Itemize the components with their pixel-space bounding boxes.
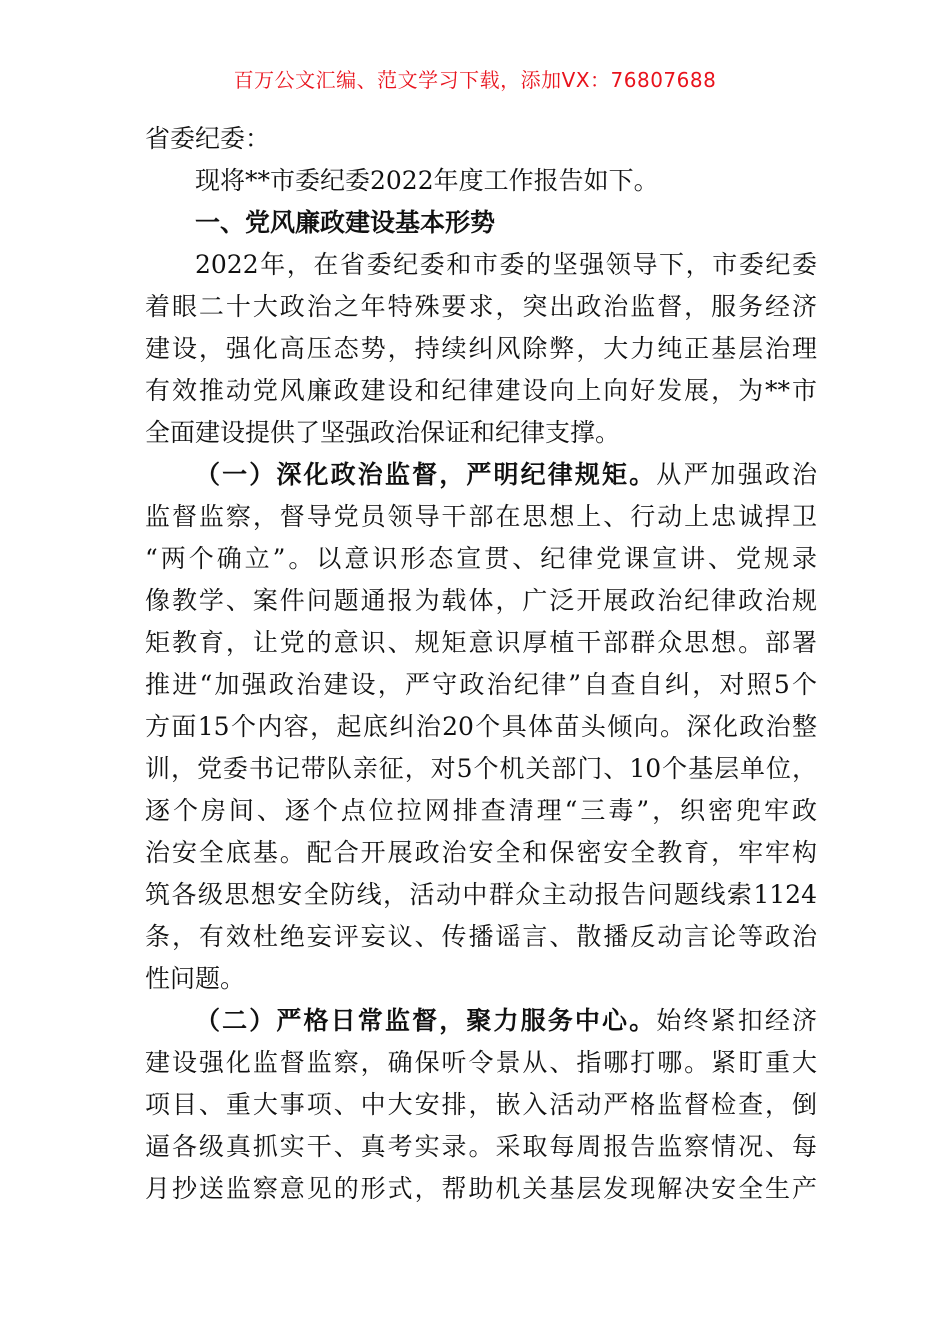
intro-line: 现将**市委纪委2022年度工作报告如下。 <box>195 166 659 195</box>
salutation: 省委纪委： <box>145 124 271 153</box>
paragraph-line: 着眼二十大政治之年特殊要求，突出政治监督，服务经济 <box>145 292 817 321</box>
subsection-heading: （一）深化政治监督，严明纪律规矩。 <box>195 460 657 489</box>
paragraph-line: 方面15个内容，起底纠治20个具体苗头倾向。深化政治整 <box>145 712 817 741</box>
paragraph-line: 逼各级真抓实干、真考实录。采取每周报告监察情况、每 <box>145 1132 817 1161</box>
section-heading: 一、党风廉政建设基本形势 <box>195 208 496 237</box>
paragraph-line: 治安全底基。配合开展政治安全和保密安全教育，牢牢构 <box>145 838 817 867</box>
paragraph-line: 项目、重大事项、中大安排，嵌入活动严格监督检查，倒 <box>145 1090 817 1119</box>
paragraph-line: 推进“加强政治建设，严守政治纪律”自查自纠，对照5个 <box>145 670 817 699</box>
paragraph-text: 始终紧扣经济 <box>656 1006 817 1035</box>
paragraph-line: 有效推动党风廉政建设和纪律建设向上向好发展，为**市 <box>145 376 817 405</box>
paragraph-line: 监督监察，督导党员领导干部在思想上、行动上忠诚捍卫 <box>145 502 817 531</box>
paragraph-line: 建设强化监督监察，确保听令景从、指哪打哪。紧盯重大 <box>145 1048 817 1077</box>
paragraph-line: 月抄送监察意见的形式，帮助机关基层发现解决安全生产 <box>145 1174 817 1203</box>
paragraph-line: 全面建设提供了坚强政治保证和纪律支撑。 <box>145 418 621 447</box>
paragraph-line: 矩教育，让党的意识、规矩意识厚植干部群众思想。部署 <box>145 628 817 657</box>
paragraph-line: 训，党委书记带队亲征，对5个机关部门、10个基层单位， <box>145 754 817 783</box>
paragraph-line: 性问题。 <box>145 964 246 993</box>
paragraph-line: 建设，强化高压态势，持续纠风除弊，大力纯正基层治理 <box>145 334 817 363</box>
page-header-watermark: 百万公文汇编、范文学习下载，添加VX：76807688 <box>233 68 717 92</box>
document-body <box>145 118 817 1210</box>
paragraph-text: 从严加强政治 <box>656 460 817 489</box>
paragraph-line: 2022年，在省委纪委和市委的坚强领导下，市委纪委 <box>195 250 817 279</box>
subsection-first-line <box>145 1000 817 1042</box>
subsection-heading: （二）严格日常监督，聚力服务中心。 <box>195 1006 657 1035</box>
paragraph-line: 筑各级思想安全防线，活动中群众主动报告问题线索1124 <box>145 880 817 909</box>
paragraph-line: 像教学、案件问题通报为载体，广泛开展政治纪律政治规 <box>145 586 817 615</box>
paragraph-line: 条，有效杜绝妄评妄议、传播谣言、散播反动言论等政治 <box>145 922 817 951</box>
paragraph-line: 逐个房间、逐个点位拉网排查清理“三毒”，织密兜牢政 <box>145 796 817 825</box>
paragraph-line: “两个确立”。以意识形态宣贯、纪律党课宣讲、党规录 <box>145 544 817 573</box>
subsection-first-line <box>145 454 817 496</box>
